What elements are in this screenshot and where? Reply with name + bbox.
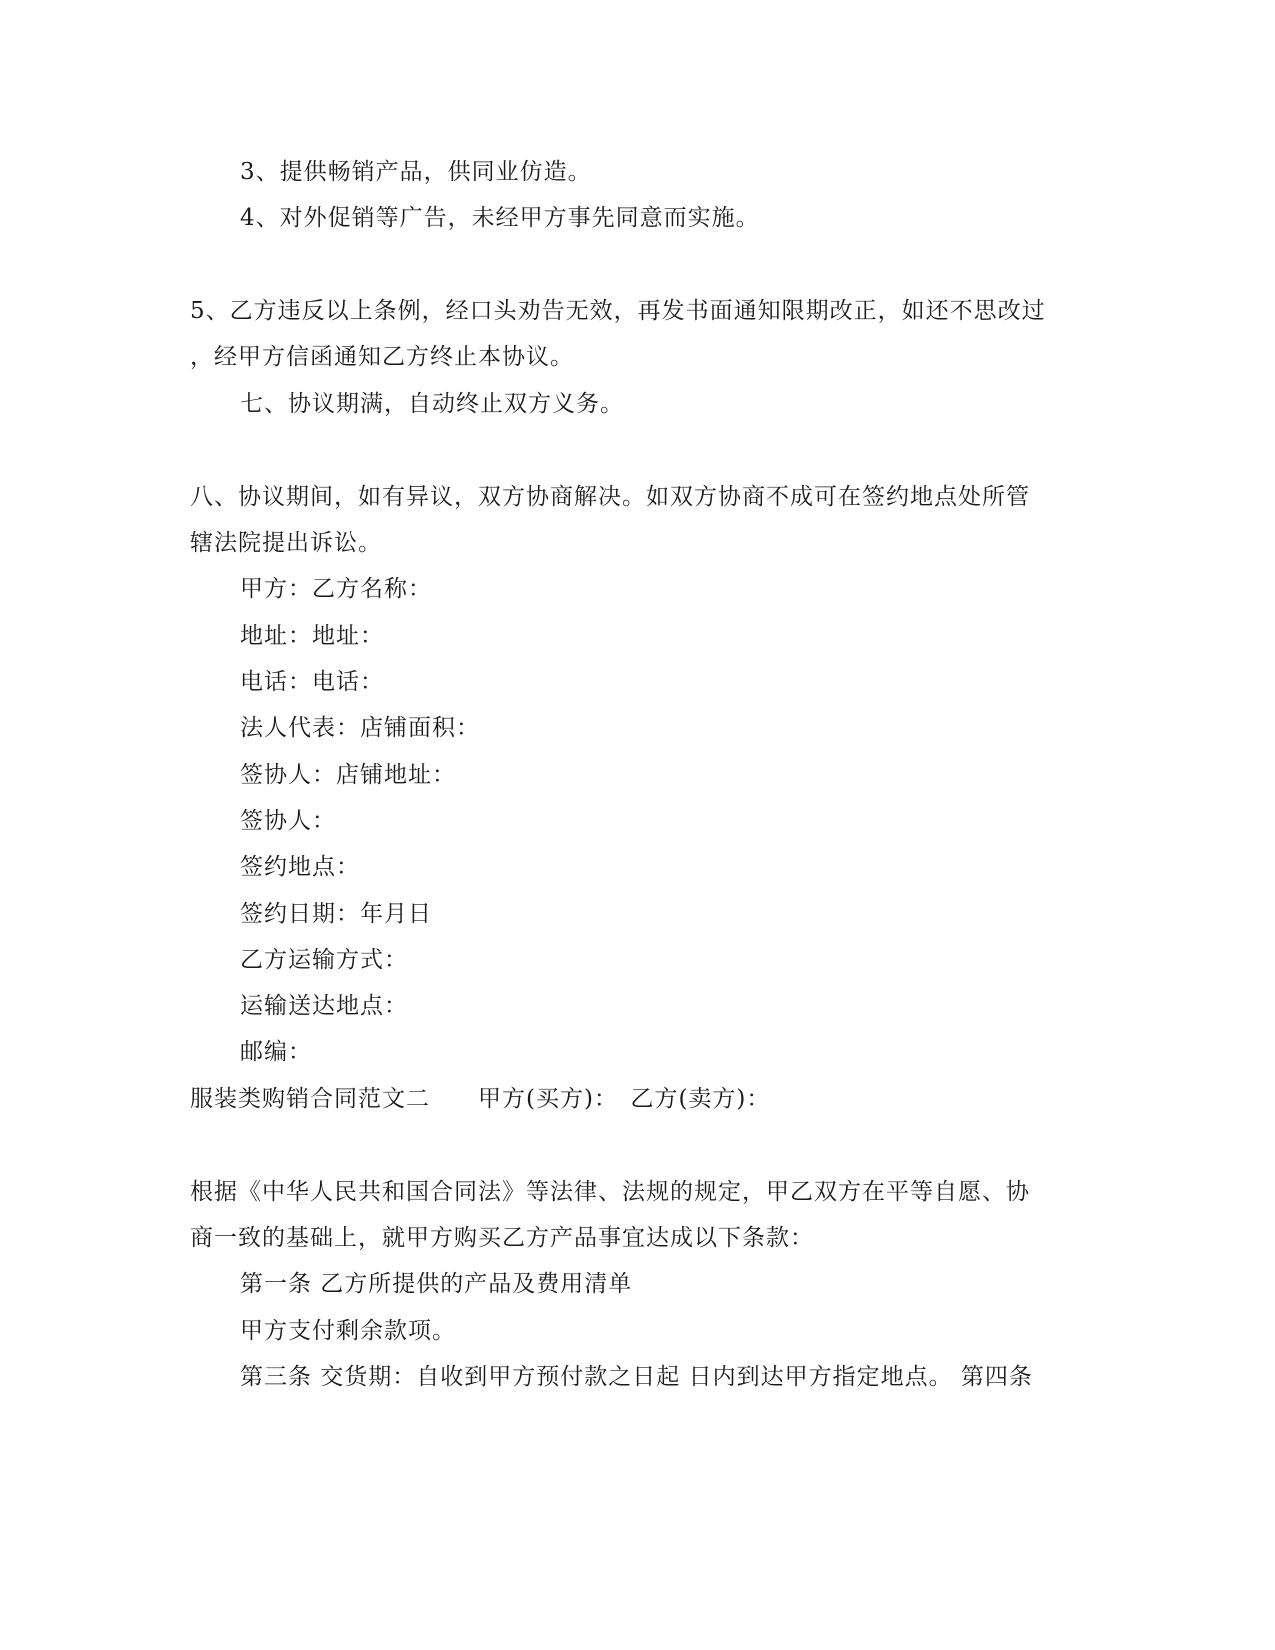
preamble-line-cont: 商一致的基础上，就甲方购买乙方产品事宜达成以下条款： <box>190 1225 814 1251</box>
postcode-line: 邮编： <box>240 1039 312 1065</box>
section-eight-cont: 辖法院提出诉讼。 <box>190 530 382 556</box>
payment-line: 甲方支付剩余款项。 <box>240 1318 456 1344</box>
party-names-line: 甲方：乙方名称： <box>240 576 432 602</box>
phone-line: 电话：电话： <box>240 669 384 695</box>
address-line: 地址：地址： <box>240 623 384 649</box>
signing-date-line: 签约日期：年月日 <box>240 901 432 927</box>
signer-line-2: 签协人： <box>240 808 336 834</box>
delivery-place-line: 运输送达地点： <box>240 993 408 1019</box>
contract-title-line: 服装类购销合同范文二 甲方(买方)： 乙方(卖方)： <box>190 1086 771 1112</box>
signer-line: 签协人：店铺地址： <box>240 762 456 788</box>
signing-place-line: 签约地点： <box>240 854 360 880</box>
section-eight: 八、协议期间，如有异议，双方协商解决。如双方协商不成可在签约地点处所管 <box>190 484 1030 510</box>
clause-line-3: 3、提供畅销产品，供同业仿造。 <box>240 159 592 185</box>
preamble-line: 根据《中华人民共和国合同法》等法律、法规的规定，甲乙双方在平等自愿、协 <box>190 1179 1030 1205</box>
clause-line-4: 4、对外促销等广告，未经甲方事先同意而实施。 <box>240 205 760 231</box>
article-three: 第三条 交货期：自收到甲方预付款之日起 日内到达甲方指定地点。 第四条 <box>240 1364 1033 1390</box>
section-seven: 七、协议期满，自动终止双方义务。 <box>240 391 624 417</box>
clause-line-5: 5、乙方违反以上条例，经口头劝告无效，再发书面通知限期改正，如还不思改过 <box>190 298 1046 324</box>
article-one: 第一条 乙方所提供的产品及费用清单 <box>240 1271 633 1297</box>
transport-method-line: 乙方运输方式： <box>240 947 408 973</box>
clause-line-5-cont: ，经甲方信函通知乙方终止本协议。 <box>190 344 574 370</box>
legal-rep-line: 法人代表：店铺面积： <box>240 715 480 741</box>
